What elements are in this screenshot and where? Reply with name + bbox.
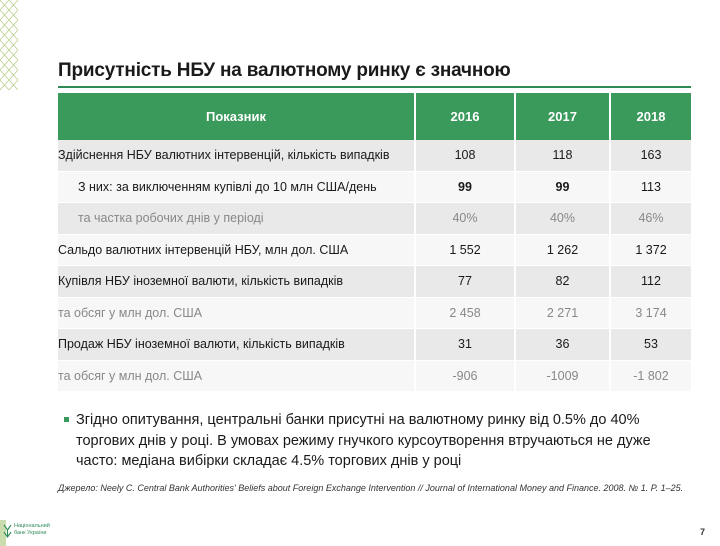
row-label: та обсяг у млн дол. США [58, 298, 416, 330]
page-title: Присутність НБУ на валютному ринку є значною [58, 60, 511, 81]
header-indicator: Показник [58, 93, 416, 140]
table-row [58, 266, 691, 298]
nbu-emblem-icon [3, 524, 12, 538]
cell-2017: 99 [516, 172, 611, 204]
table-row [58, 235, 691, 267]
cell-2017: 40% [516, 203, 611, 235]
page-number: 7 [700, 527, 706, 537]
square-bullet-icon [64, 417, 69, 422]
cell-2018: 112 [611, 266, 691, 298]
table-row [58, 298, 691, 330]
row-label: Купівля НБУ іноземної валюти, кількість випадків [58, 266, 416, 298]
cell-2018: -1 802 [611, 361, 691, 393]
header-2018: 2018 [611, 93, 691, 140]
row-label: та обсяг у млн дол. США [58, 361, 416, 393]
cell-2018: 53 [611, 329, 691, 361]
decorative-pattern [0, 0, 18, 90]
bullet-text: Згідно опитування, центральні банки присутні на валютному ринку від 0.5% до 40% торгових днів у році. В умовах режиму гнучкого курсоутворення втручаються не дуже часто: медіана вибірки складає 4.5% торгових днів у році [76, 412, 651, 469]
cell-2018: 163 [611, 140, 691, 172]
cell-2017: 1 262 [516, 235, 611, 267]
table-header-row [58, 93, 691, 140]
table-row [58, 203, 691, 235]
cell-2016: 1 552 [416, 235, 516, 267]
data-table [58, 93, 691, 392]
table-row [58, 172, 691, 204]
row-label: Сальдо валютних інтервенцій НБУ, млн дол. США [58, 235, 416, 267]
row-label: Здійснення НБУ валютних інтервенцій, кількість випадків [58, 140, 416, 172]
bullet-point [64, 410, 694, 472]
row-label: З них: за виключенням купівлі до 10 млн США/день [58, 172, 416, 204]
cell-2016: 40% [416, 203, 516, 235]
cell-2017: 118 [516, 140, 611, 172]
nbu-logo [3, 522, 50, 542]
cell-2016: 77 [416, 266, 516, 298]
table-row [58, 140, 691, 172]
logo-line-1: Національний [14, 523, 50, 529]
cell-2018: 3 174 [611, 298, 691, 330]
cell-2016: 108 [416, 140, 516, 172]
cell-2018: 113 [611, 172, 691, 204]
cell-2017: -1009 [516, 361, 611, 393]
cell-2018: 46% [611, 203, 691, 235]
logo-line-2: банк України [14, 530, 47, 536]
cell-2017: 36 [516, 329, 611, 361]
row-label: Продаж НБУ іноземної валюти, кількість випадків [58, 329, 416, 361]
cell-2017: 2 271 [516, 298, 611, 330]
table-row [58, 361, 691, 393]
cell-2018: 1 372 [611, 235, 691, 267]
row-label: та частка робочих днів у періоді [58, 203, 416, 235]
source-citation: Джерело: Neely C. Central Bank Authorities' Beliefs about Foreign Exchange Intervention // Journal of International Money and Finance. 2008. № 1. P. 1–25. [58, 483, 684, 493]
header-2017: 2017 [516, 93, 611, 140]
header-2016: 2016 [416, 93, 516, 140]
table-row [58, 329, 691, 361]
cell-2016: 99 [416, 172, 516, 204]
title-underline [58, 86, 691, 88]
cell-2016: -906 [416, 361, 516, 393]
cell-2017: 82 [516, 266, 611, 298]
logo-text [14, 523, 50, 537]
cell-2016: 31 [416, 329, 516, 361]
cell-2016: 2 458 [416, 298, 516, 330]
